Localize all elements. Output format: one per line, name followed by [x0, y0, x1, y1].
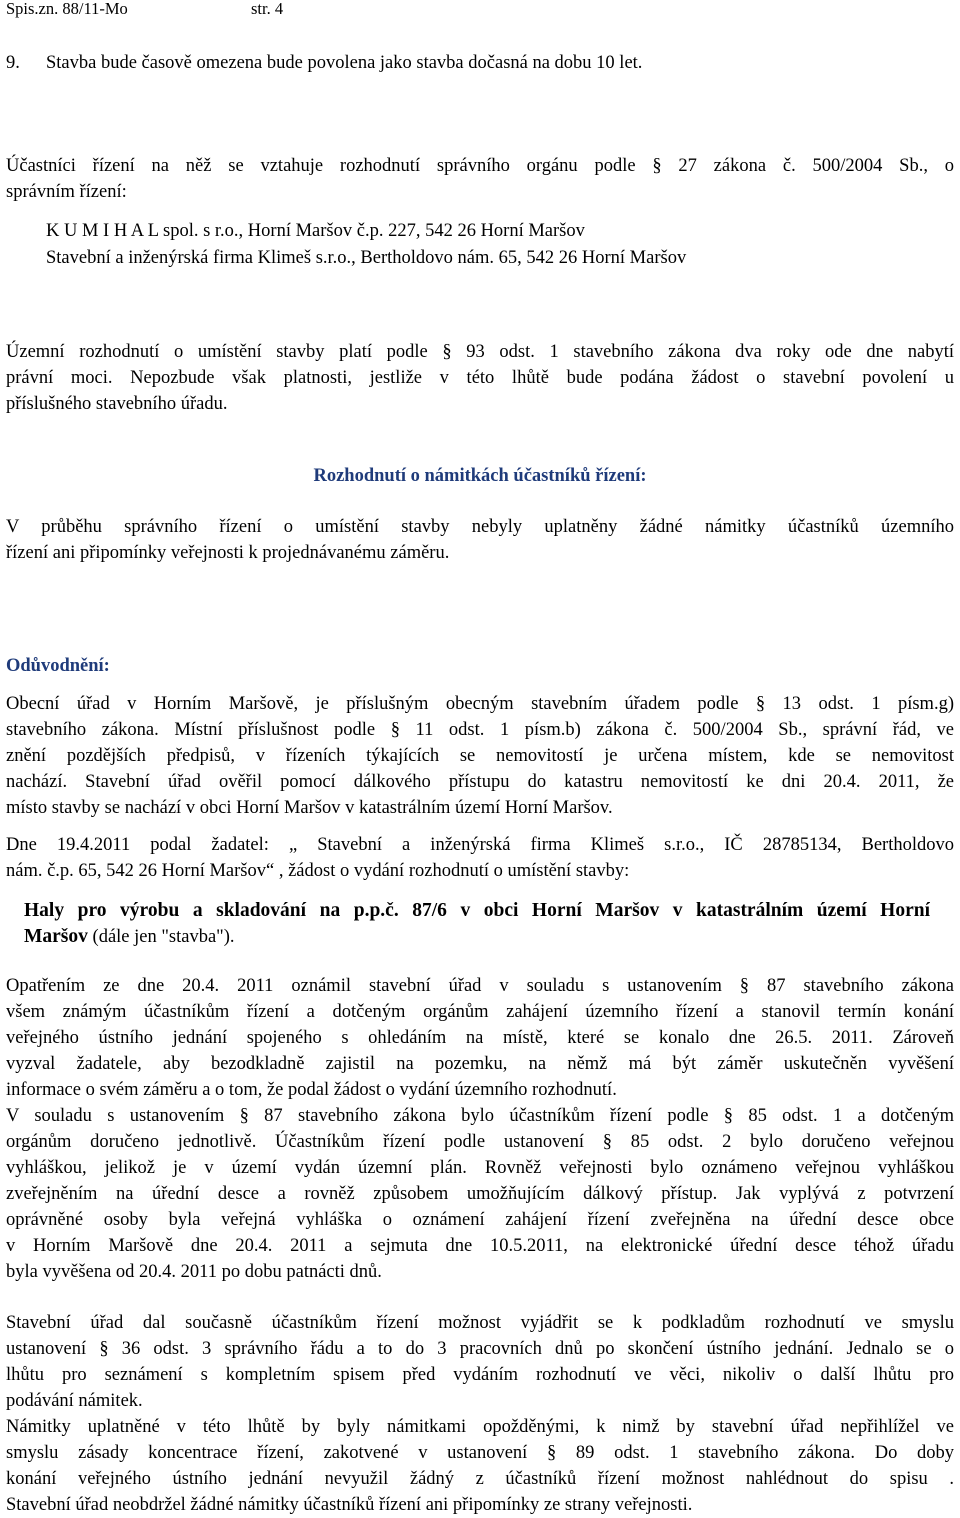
reasoning-heading: Odůvodnění: — [6, 656, 110, 676]
reasoning-paragraph-1 — [6, 691, 954, 821]
text-line: právní moci. Nepozbude však platnosti, jestliže v této lhůtě bude podána žádost o stavební povolení u — [6, 368, 954, 388]
objections-paragraph — [6, 514, 954, 566]
text-line: všem známým účastníkům řízení a dotčeným orgánům zahájení územního řízení a stanovil termín konání — [6, 1002, 954, 1022]
text-line: v Horním Maršově dne 20.4. 2011 a sejmuta dne 10.5.2011, na elektronické úřední desce téhož úřadu — [6, 1236, 954, 1256]
text-line: Dne 19.4.2011 podal žadatel: „ Stavební a inženýrská firma Klimeš s.r.o., IČ 28785134, Bertholdovo — [6, 835, 954, 855]
text-line: V průběhu správního řízení o umístění stavby nebyly uplatněny žádné námitky účastníků územního — [6, 517, 954, 537]
text-line: smyslu zásady koncentrace řízení, zakotvené v ustanovení § 89 odst. 1 stavebního zákona. Do doby — [6, 1443, 954, 1463]
participant-entry: K U M I H A L spol. s r.o., Horní Maršov č.p. 227, 542 26 Horní Maršov — [46, 221, 585, 241]
text-line: informace o svém záměru a o tom, že podal žádost o vydání územního rozhodnutí. — [6, 1080, 617, 1100]
file-reference: Spis.zn. 88/11-Mo — [6, 0, 128, 18]
text-line: vyhláškou, jelikož je v území vydán územní plán. Rovněž veřejnosti bylo oznámeno veřejnou vyhláškou — [6, 1158, 954, 1178]
text-line: nám. č.p. 65, 542 26 Horní Maršov“ , žádost o vydání rozhodnutí o umístění stavby: — [6, 861, 630, 881]
text-line: místo stavby se nachází v obci Horní Maršov v katastrálním území Horní Maršov. — [6, 798, 613, 818]
text-line: Územní rozhodnutí o umístění stavby platí podle § 93 odst. 1 stavebního zákona dva roky ode dne nabytí — [6, 342, 954, 362]
text-line: vyzval žadatele, aby bezodkladně zajistil na pozemku, na němž má být záměr uskutečněn vyvěšení — [6, 1054, 954, 1074]
page-number: str. 4 — [251, 0, 284, 18]
text-line: orgánům doručeno jednotlivě. Účastníkům řízení podle ustanovení § 85 odst. 2 bylo doručeno veřejnou — [6, 1132, 954, 1152]
text-line: příslušného stavebního úřadu. — [6, 394, 228, 414]
text-line: Stavební úřad neobdržel žádné námitky účastníků řízení ani připomínky ze strany veřejnosti. — [6, 1495, 693, 1515]
text-line: Účastníci řízení na něž se vztahuje rozhodnutí správního orgánu podle § 27 zákona č. 500/2004 Sb., o — [6, 156, 954, 176]
text-line: nachází. Stavební úřad ověřil pomocí dálkového přístupu do katastru nemovitostí ke dni 20.4. 2011, že — [6, 772, 954, 792]
reasoning-paragraph-4 — [6, 1310, 954, 1518]
item-9 — [6, 50, 954, 76]
text-line: Opatřením ze dne 20.4. 2011 oznámil stavební úřad v souladu s ustanovením § 87 stavebního zákona — [6, 976, 954, 996]
text-line: zveřejněním na úřední desce a rovněž způsobem umožňujícím dálkový přístup. Jak vyplývá z potvrzení — [6, 1184, 954, 1204]
item-number: 9. — [6, 53, 20, 73]
text-line: ustanovení § 36 odst. 3 správního řádu a to do 3 pracovních dnů po skončení ústního jednání. Jednalo se o — [6, 1339, 954, 1359]
text-line: řízení ani připomínky veřejnosti k projednávanému záměru. — [6, 543, 450, 563]
page-header — [6, 0, 954, 22]
text-line: Námitky uplatněné v této lhůtě by byly námitkami opožděnými, k nimž by stavební úřad nepřihlížel ve — [6, 1417, 954, 1437]
project-title-bold: Maršov — [24, 926, 88, 947]
text-line: veřejného ústního jednání spojeného s ohledáním na místě, které se konalo dne 26.5. 2011. Zároveň — [6, 1028, 954, 1048]
text-line: konání veřejného ústního jednání nevyužil žádný z účastníků řízení možnost nahlédnout do spisu . — [6, 1469, 954, 1489]
text-line: podávání námitek. — [6, 1391, 143, 1411]
text-line: oprávněné osoby byla veřejná vyhláška o oznámení zahájení řízení zveřejněna na úřední desce obce — [6, 1210, 954, 1230]
reasoning-paragraph-2 — [6, 832, 954, 884]
participants-intro — [6, 153, 954, 205]
reasoning-paragraph-3 — [6, 973, 954, 1285]
text-line: Obecní úřad v Horním Maršově, je příslušným obecným stavebním úřadem podle § 13 odst. 1 písm.g) — [6, 694, 954, 714]
text-line: znění pozdějších předpisů, v řízeních týkajících se nemovitostí je určena místem, kde se nemovitost — [6, 746, 954, 766]
participant-entry: Stavební a inženýrská firma Klimeš s.r.o., Bertholdovo nám. 65, 542 26 Horní Maršov — [46, 248, 687, 268]
project-title-note: (dále jen "stavba"). — [87, 927, 235, 947]
text-line: Stavební úřad dal současně účastníkům řízení možnost vyjádřit se k podkladům rozhodnutí ve smyslu — [6, 1313, 954, 1333]
project-title — [24, 898, 930, 950]
validity-paragraph — [6, 339, 954, 417]
text-line: byla vyvěšena od 20.4. 2011 po dobu patnácti dnů. — [6, 1262, 382, 1282]
item-text: Stavba bude časově omezena bude povolena jako stavba dočasná na dobu 10 let. — [46, 53, 643, 73]
text-line: stavebního zákona. Místní příslušnost podle § 11 odst. 1 písm.b) zákona č. 500/2004 Sb., správní řád, ve — [6, 720, 954, 740]
text-line: V souladu s ustanovením § 87 stavebního zákona bylo účastníkům řízení podle § 85 odst. 1 a dotčeným — [6, 1106, 954, 1126]
text-line: správním řízení: — [6, 182, 127, 202]
objections-heading: Rozhodnutí o námitkách účastníků řízení: — [313, 466, 647, 486]
project-title-line-2 — [24, 924, 930, 950]
project-title-line: Haly pro výrobu a skladování na p.p.č. 87/6 v obci Horní Maršov v katastrálním území Horní — [24, 900, 930, 921]
text-line: lhůtu pro seznámení s kompletním spisem před vydáním rozhodnutí ve věci, nikoliv o další lhůtu pro — [6, 1365, 954, 1385]
